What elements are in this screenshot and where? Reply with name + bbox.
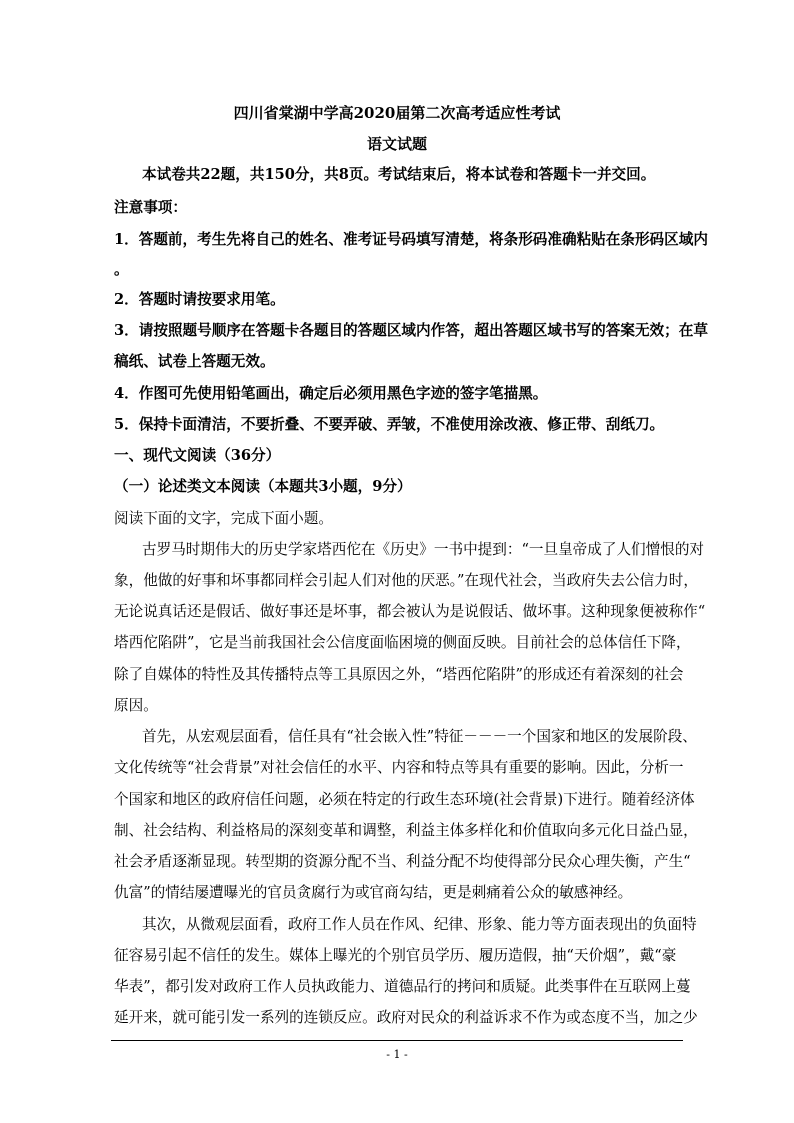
note-line: 4．作图可先使用铅笔画出，确定后必须用黑色字迹的签字笔描黑。 xyxy=(114,385,548,402)
section-heading: 一、现代文阅读（36分） xyxy=(114,447,281,464)
section-subheading: （一）论述类文本阅读（本题共3小题，9分） xyxy=(114,478,412,495)
footer-divider xyxy=(111,1040,683,1041)
note-line: 。 xyxy=(114,261,129,278)
passage-line: 象，他做的好事和坏事都同样会引起人们对他的厌恶。”在现代社会，当政府失去公信力时， xyxy=(114,572,698,589)
note-line: 1．答题前，考生先将自己的姓名、准考证号码填写清楚，将条形码准确粘贴在条形码区域内 xyxy=(114,231,708,248)
passage-line: 延开来，就可能引发一系列的连锁反应。政府对民众的利益诉求不作为或态度不当，加之少 xyxy=(114,1009,698,1026)
passage-line: 其次，从微观层面看，政府工作人员在作风、纪律、形象、能力等方面表现出的负面特 xyxy=(142,916,697,933)
note-line: 3．请按照题号顺序在答题卡各题目的答题区域内作答，超出答题区域书写的答案无效；在草 xyxy=(114,322,708,339)
passage-line: 社会矛盾逐渐显现。转型期的资源分配不当、利益分配不均使得部分民众心理失衡，产生“ xyxy=(114,853,691,870)
passage-line: 古罗马时期伟大的历史学家塔西佗在《历史》一书中提到：“一旦皇帝成了人们憎恨的对 xyxy=(142,541,705,558)
passage-line: 华表”，都引发对政府工作人员执政能力、道德品行的拷问和质疑。此类事件在互联网上蔓 xyxy=(114,978,691,995)
passage-line: 制、社会结构、利益格局的深刻变革和调整，利益主体多样化和价值取向多元化日益凸显， xyxy=(114,822,698,839)
passage-line: 征容易引起不信任的发生。媒体上曝光的个别官员学历、履历造假，抽“天价烟”，戴“豪 xyxy=(114,947,677,964)
note-line: 2．答题时请按要求用笔。 xyxy=(114,291,285,308)
passage-line: 仇富”的情结屡遭曝光的官员贪腐行为或官商勾结，更是刺痛着公众的敏感神经。 xyxy=(114,884,633,901)
reading-instruction: 阅读下面的文字，完成下面小题。 xyxy=(114,510,333,527)
passage-line: 文化传统等“社会背景”对社会信任的水平、内容和特点等具有重要的影响。因此，分析一 xyxy=(114,759,684,776)
page-number: - 1 - xyxy=(386,1048,408,1061)
note-line: 稿纸、试卷上答题无效。 xyxy=(114,353,275,370)
passage-line: 首先，从宏观层面看，信任具有“社会嵌入性”特征－－－一个国家和地区的发展阶段、 xyxy=(142,728,697,745)
passage-line: 除了自媒体的特性及其传播特点等工具原因之外，“塔西佗陷阱”的形成还有着深刻的社会 xyxy=(114,666,684,683)
exam-intro: 本试卷共22题，共150分，共8页。考试结束后，将本试卷和答题卡一并交回。 xyxy=(142,166,656,183)
passage-line: 原因。 xyxy=(114,697,158,714)
exam-title: 四川省棠湖中学高2020届第二次高考适应性考试 xyxy=(233,104,561,122)
passage-line: 塔西佗陷阱”，它是当前我国社会公信度面临困境的侧面反映。目前社会的总体信任下降， xyxy=(114,634,691,651)
passage-line: 无论说真话还是假话、做好事还是坏事，都会被认为是说假话、做坏事。这种现象便被称作“ xyxy=(114,603,706,620)
notes-heading: 注意事项： xyxy=(114,199,187,216)
passage-line: 个国家和地区的政府信任问题，必须在特定的行政生态环境(社会背景)下进行。随着经济体 xyxy=(114,791,695,808)
exam-subject: 语文试题 xyxy=(366,135,427,153)
note-line: 5．保持卡面清洁，不要折叠、不要弄破、弄皱，不准使用涂改液、修正带、刮纸刀。 xyxy=(114,416,665,433)
